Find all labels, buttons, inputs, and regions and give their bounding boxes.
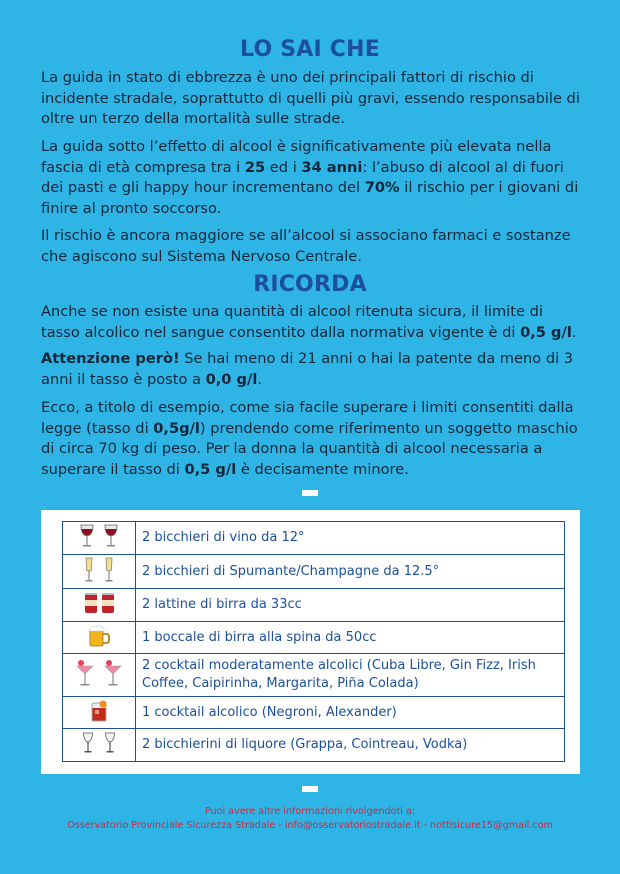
red-wine-glass-icon: [80, 524, 118, 548]
drink-label: 2 bicchieri di Spumante/Champagne da 12.5°: [136, 555, 565, 589]
drink-label: 1 boccale di birra alla spina da 50cc: [136, 622, 565, 654]
separator-top: [302, 490, 318, 496]
beer-can-icon: [84, 592, 115, 614]
paragraph-drugs-risk: Il rischio è ancora maggiore se all’alcool si associano farmaci e sostanze che agiscono sul Sistema Nervoso Centrale.: [41, 227, 571, 265]
drink-icon-cell: [63, 589, 136, 622]
drink-label: 2 cocktail moderatamente alcolici (Cuba Libre, Gin Fizz, Irish Coffee, Caipirinha, Margarita, Piña Colada): [136, 654, 565, 697]
separator-bottom: [302, 786, 318, 792]
drink-icon-cell: [63, 522, 136, 555]
table-row: [63, 654, 565, 697]
drink-icon-cell: [63, 555, 136, 589]
drink-icon-cell: [63, 654, 136, 697]
table-row: [63, 589, 565, 622]
drink-icon-cell: [63, 622, 136, 654]
beer-mug-icon: [88, 624, 110, 648]
paragraph-intro: La guida in stato di ebbrezza è uno dei principali fattori di rischio di incidente stradale, soprattutto di quelli più gravi, essendo responsabile di oltre un terzo della mortalità sulle strade.: [41, 69, 580, 127]
drink-icon-cell: [63, 697, 136, 729]
table-row: [63, 622, 565, 654]
paragraph-legal-limit: Anche se non esiste una quantità di alcool ritenuta sicura, il limite di tasso alcolico nel sangue consentito dalla normativa vigente è di 0,5 g/l.: [41, 303, 577, 341]
drink-label: 2 bicchieri di vino da 12°: [136, 522, 565, 555]
drink-label: 2 lattine di birra da 33cc: [136, 589, 565, 622]
paragraph-age-risk: La guida sotto l’effetto di alcool è significativamente più elevata nella fascia di età compresa tra i 25 ed i 34 anni: l’abuso di alcool al di fuori dei pasti e gli happy hour incrementano del 70% il rischio per i giovani di finire al pronto soccorso.: [41, 138, 579, 217]
table-row: [63, 522, 565, 555]
section-title-ricorda: RICORDA: [253, 272, 367, 297]
table-row: [63, 555, 565, 589]
paragraph-attention: Attenzione però! Se hai meno di 21 anni o hai la patente da meno di 3 anni il tasso è posto a 0,0 g/l.: [41, 350, 574, 388]
table-row: [63, 729, 565, 762]
liqueur-glass-icon: [82, 732, 116, 754]
drinks-table: [62, 521, 565, 762]
drink-label: 1 cocktail alcolico (Negroni, Alexander): [136, 697, 565, 729]
champagne-flute-icon: [84, 557, 114, 583]
drink-label: 2 bicchierini di liquore (Grappa, Cointreau, Vodka): [136, 729, 565, 762]
section-title-lo-sai-che: LO SAI CHE: [240, 37, 380, 62]
footer-line-2: Osservatorio Provinciale Sicurezza Stradale - info@osservatoriostradale.it - nottisicure15@gmail.com: [67, 820, 553, 831]
cocktail-glass-icon: [76, 659, 122, 687]
drinks-panel: [41, 510, 580, 774]
footer-line-1: Puoi avere altre informazioni rivolgendoti a:: [204, 806, 416, 817]
paragraph-example: Ecco, a titolo di esempio, come sia facile superare i limiti consentiti dalla legge (tasso di 0,5g/l) prendendo come riferimento un soggetto maschio di circa 70 kg di peso. Per la donna la quantità di alcool necessaria a superare il tasso di 0,5 g/l è decisamente minore.: [41, 399, 578, 478]
negroni-glass-icon: [89, 699, 109, 723]
footer: [0, 805, 620, 833]
drink-icon-cell: [63, 729, 136, 762]
table-row: [63, 697, 565, 729]
